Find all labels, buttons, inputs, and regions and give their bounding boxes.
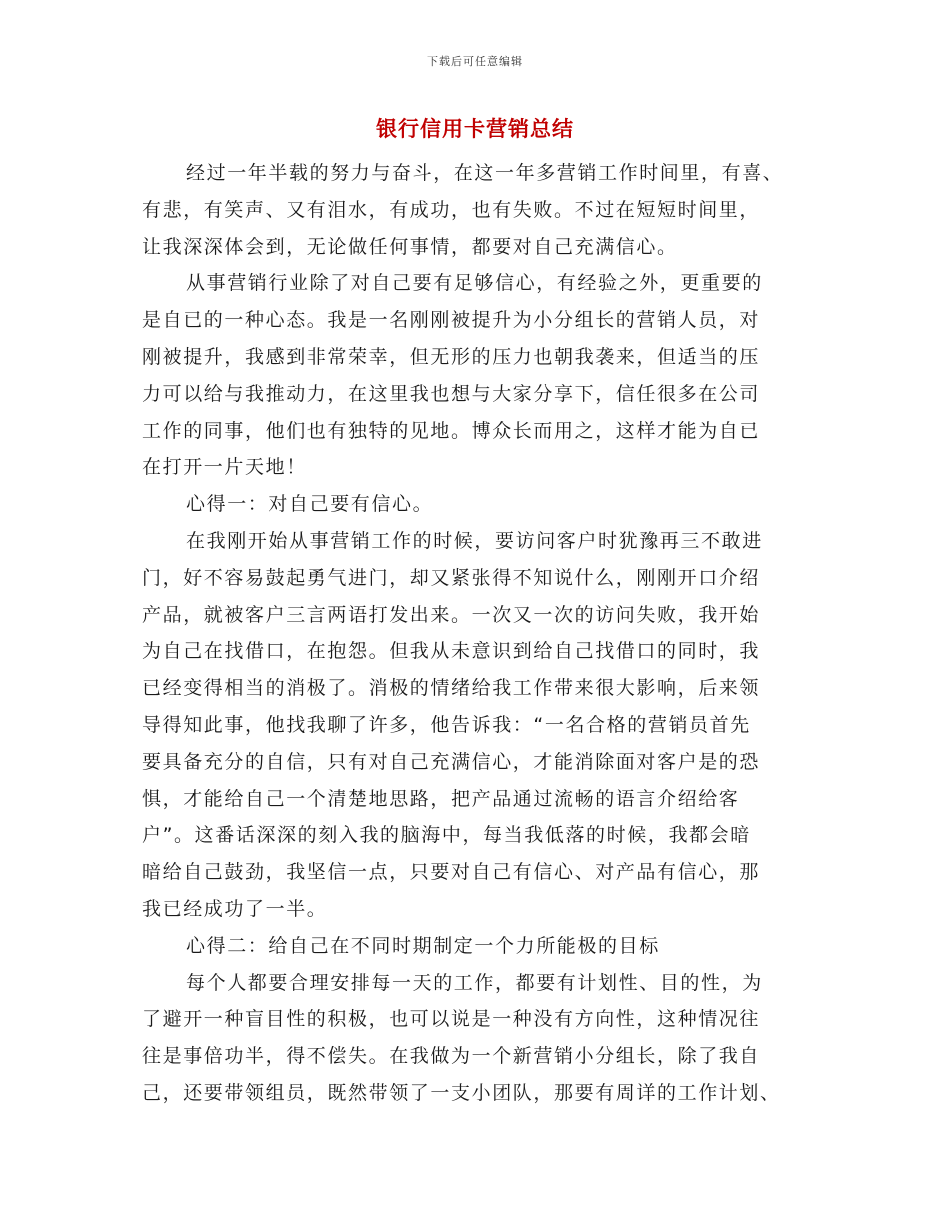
header-note: 下载后可任意编辑 xyxy=(427,55,523,68)
body-line: 是自已的一种心态。我是一名刚刚被提升为小分组长的营销人员，对 xyxy=(142,309,761,332)
body-line: 力可以给与我推动力，在这里我也想与大家分享下，信任很多在公司 xyxy=(142,382,761,405)
body-line: 暗给自己鼓劲，我坚信一点，只要对自己有信心、对产品有信心，那 xyxy=(142,861,761,884)
body-line: 让我深深体会到，无论做任何事情，都要对自己充满信心。 xyxy=(142,235,678,258)
body-line: 导得知此事，他找我聊了许多，他告诉我：“一名合格的营销员首先 xyxy=(142,713,751,736)
body-line: 户”。这番话深深的刻入我的脑海中，每当我低落的时候，我都会暗 xyxy=(142,824,751,847)
body-line: 了避开一种盲目性的积极，也可以说是一种没有方向性，这种情况往 xyxy=(142,1008,761,1031)
body-line: 为自己在找借口，在抱怨。但我从未意识到给自己找借口的同时，我 xyxy=(142,640,761,663)
body-line: 经过一年半载的努力与奋斗，在这一年多营销工作时间里，有喜、 xyxy=(186,162,784,184)
body-line: 每个人都要合理安排每一天的工作，都要有计划性、目的性，为 xyxy=(186,971,763,994)
section-heading: 心得二：给自己在不同时期制定一个力所能极的目标 xyxy=(186,934,660,957)
body-line: 有悲，有笑声、又有泪水，有成功，也有失败。不过在短短时间里， xyxy=(142,198,761,221)
body-line: 刚被提升，我感到非常荣幸，但无形的压力也朝我袭来，但适当的压 xyxy=(142,345,761,368)
body-line: 工作的同事，他们也有独特的见地。博众长而用之，这样才能为自已 xyxy=(142,419,761,442)
body-line: 在打开一片天地！ xyxy=(142,456,307,479)
document-body xyxy=(142,155,812,1112)
body-line: 从事营销行业除了对自己要有足够信心，有经验之外，更重要的 xyxy=(186,272,763,295)
body-line: 往是事倍功半，得不偿失。在我做为一个新营销小分组长，除了我自 xyxy=(142,1045,761,1068)
body-line: 已经变得相当的消极了。消极的情绪给我工作带来很大影响，后来领 xyxy=(142,677,761,700)
document-title: 银行信用卡营销总结 xyxy=(376,117,574,141)
body-line: 门，好不容易鼓起勇气进门，却又紧张得不知说什么，刚刚开口介绍 xyxy=(142,566,761,589)
body-line: 我已经成功了一半。 xyxy=(142,897,328,920)
body-line: 要具备充分的自信，只有对自己充满信心，才能消除面对客户是的恐 xyxy=(142,750,761,773)
body-line: 产品，就被客户三言两语打发出来。一次又一次的访问失败，我开始 xyxy=(142,603,761,626)
body-line: 在我刚开始从事营销工作的时候，要访问客户时犹豫再三不敢进 xyxy=(186,529,763,552)
section-heading: 心得一：对自己要有信心。 xyxy=(186,493,434,516)
body-line: 己，还要带领组员，既然带领了一支小团队，那要有周详的工作计划、 xyxy=(142,1081,781,1104)
body-line: 惧，才能给自己一个清楚地思路，把产品通过流畅的语言介绍给客 xyxy=(142,787,740,810)
